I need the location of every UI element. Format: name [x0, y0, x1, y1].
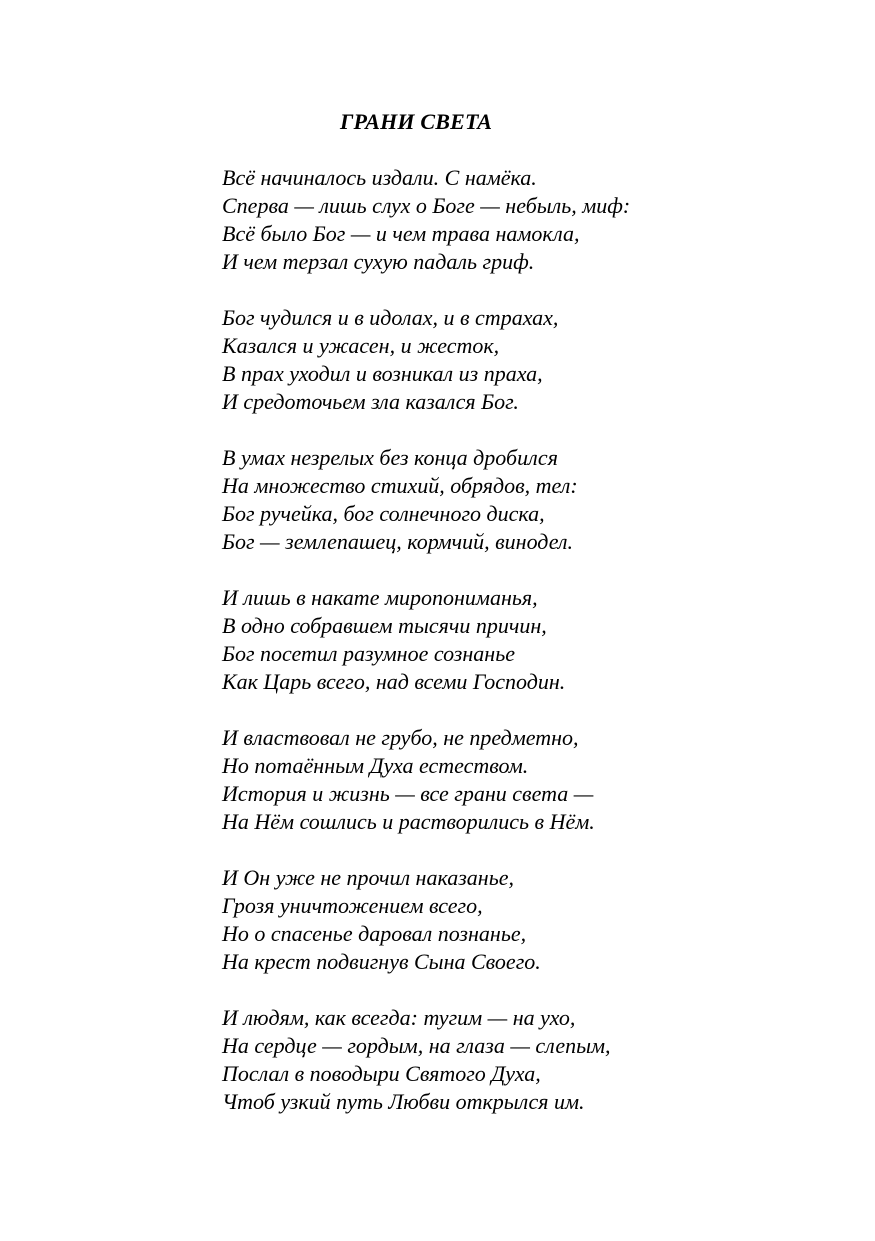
- poem-line: Чтоб узкий путь Любви открылся им.: [222, 1089, 585, 1114]
- poem-line: Бог чудился и в идолах, и в страхах,: [222, 305, 559, 330]
- poem-line: Сперва — лишь слух о Боге — небыль, миф:: [222, 193, 631, 218]
- poem-line: И чем терзал сухую падаль гриф.: [222, 249, 535, 274]
- stanza-5: [222, 724, 822, 836]
- stanza-6: [222, 864, 822, 976]
- poem-line: На крест подвигнув Сына Своего.: [222, 949, 541, 974]
- poem-title: ГРАНИ СВЕТА: [340, 109, 493, 134]
- poem-line: Бог ручейка, бог солнечного диска,: [222, 501, 545, 526]
- poem-line: И людям, как всегда: тугим — на ухо,: [222, 1005, 576, 1030]
- poem-line: На сердце — гордым, на глаза — слепым,: [222, 1033, 611, 1058]
- poem-line: В прах уходил и возникал из праха,: [222, 361, 543, 386]
- poem-line: Всё было Бог — и чем трава намокла,: [222, 221, 580, 246]
- poem-body: [222, 164, 822, 1144]
- poem-line: На Нём сошлись и растворились в Нём.: [222, 809, 595, 834]
- poem-line: Бог — землепашец, кормчий, винодел.: [222, 529, 574, 554]
- poem-line: Послал в поводыри Святого Духа,: [222, 1061, 541, 1086]
- poem-line: В умах незрелых без конца дробился: [222, 445, 558, 470]
- poem-line: И властвовал не грубо, не предметно,: [222, 725, 579, 750]
- stanza-2: [222, 304, 822, 416]
- poem-line: На множество стихий, обрядов, тел:: [222, 473, 578, 498]
- poem-line: Казался и ужасен, и жесток,: [222, 333, 500, 358]
- stanza-3: [222, 444, 822, 556]
- poem-line: И лишь в накате миропониманья,: [222, 585, 538, 610]
- poem-line: И Он уже не прочил наказанье,: [222, 865, 514, 890]
- poem-line: Бог посетил разумное сознанье: [222, 641, 515, 666]
- poem-line: История и жизнь — все грани света —: [222, 781, 594, 806]
- poem-line: Грозя уничтожением всего,: [222, 893, 483, 918]
- poem-line: Всё начиналось издали. С намёка.: [222, 165, 537, 190]
- stanza-4: [222, 584, 822, 696]
- stanza-7: [222, 1004, 822, 1116]
- poem-line: Но потаённым Духа естеством.: [222, 753, 529, 778]
- poem-line: В одно собравшем тысячи причин,: [222, 613, 547, 638]
- stanza-1: [222, 164, 822, 276]
- poem-line: И средоточьем зла казался Бог.: [222, 389, 519, 414]
- poem-line: Но о спасенье даровал познанье,: [222, 921, 527, 946]
- poem-line: Как Царь всего, над всеми Господин.: [222, 669, 566, 694]
